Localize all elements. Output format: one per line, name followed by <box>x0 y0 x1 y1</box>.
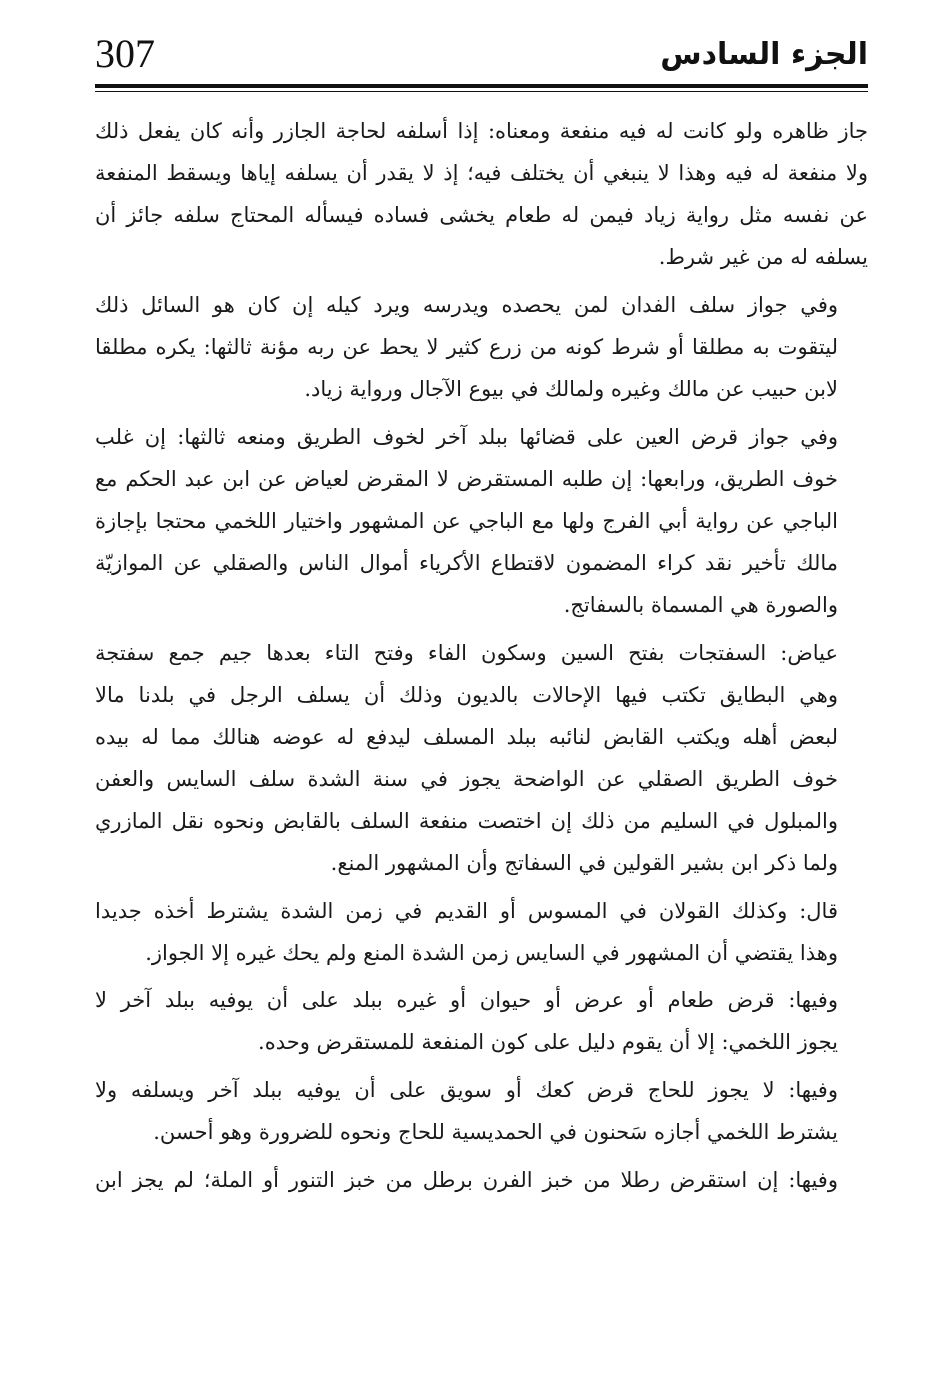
text-line: ولا منفعة له فيه وهذا لا ينبغي أن يختلف فيه؛ إذ لا يقدر أن يسلفه إياها ويسقط المنفعة <box>95 161 868 186</box>
text-line: لبعض أهله ويكتب القابض لنائبه ببلد المسلف ليدفع له عوضه هنالك مما له بيده <box>95 724 838 749</box>
text-line: والمبلول في السليم من ذلك إن اختصت منفعة السلف بالقابض ونحوه نقل المازري <box>95 809 838 833</box>
text-line: ليتقوت به مطلقا أو شرط كونه من زرع كثير لا يحط عن ربه مؤنة ثالثها: يكره مطلقا <box>95 334 838 359</box>
text-line: وفيها: لا يجوز للحاج قرض كعك أو سويق على أن يوفيه ببلد آخر ويسلفه ولا <box>95 1078 838 1103</box>
paragraph <box>95 890 868 974</box>
running-title: الجزء السادس <box>660 37 868 72</box>
page-number: 307 <box>95 31 155 76</box>
text-line: قال: وكذلك القولان في المسوس أو القديم في زمن الشدة يشترط أخذه جديدا <box>95 898 838 923</box>
text-line: يشترط اللخمي أجازه سَحنون في الحمديسية للحاج ونحوه للضرورة وهو أحسن. <box>153 1120 838 1145</box>
text-line: خوف الطريق، ورابعها: إن طلبه المستقرض لا المقرض لعياض عن ابن عبد الحكم مع <box>95 466 838 491</box>
text-line: عياض: السفتجات بفتح السين وسكون الفاء وفتح التاء بعدها جيم جمع سفتجة <box>95 640 838 665</box>
header-rule-thin <box>95 91 868 92</box>
text-line: يسلفه له من غير شرط. <box>658 245 868 270</box>
body-text <box>95 110 868 1380</box>
text-line: وفيها: إن استقرض رطلا من خبز الفرن برطل من خبز التنور أو الملة؛ لم يجز ابن <box>95 1167 838 1192</box>
text-line: خوف الطريق الصقلي عن الواضحة يجوز في سنة الشدة سلف السايس والعفن <box>95 766 838 791</box>
text-line: وفيها: قرض طعام أو عرض أو حيوان أو غيره ببلد على أن يوفيه ببلد آخر لا <box>95 988 838 1013</box>
text-line: والصورة هي المسماة بالسفاتج. <box>563 593 838 618</box>
paragraph <box>95 1159 868 1201</box>
page-header <box>95 30 868 80</box>
text-line: ولما ذكر ابن بشير القولين في السفاتج وأن المشهور المنع. <box>330 851 838 876</box>
paragraph <box>95 416 868 626</box>
paragraph <box>95 284 868 410</box>
text-line: يجوز اللخمي: إلا أن يقوم دليل على كون المنفعة للمستقرض وحده. <box>258 1030 838 1055</box>
text-line: وهذا يقتضي أن المشهور في السايس زمن الشدة المنع ولم يحك غيره إلا الجواز. <box>145 940 838 965</box>
text-line: وهي البطايق تكتب فيها الإحالات بالديون وذلك أن يسلف الرجل في بلدنا مالا <box>95 682 838 707</box>
paragraph <box>95 1069 868 1153</box>
paragraph <box>95 110 868 278</box>
header-rule-thick <box>95 84 868 88</box>
text-line: الباجي عن رواية أبي الفرج ولها مع الباجي عن المشهور واختيار اللخمي محتجا بإجازة <box>95 508 838 533</box>
text-line: لابن حبيب عن مالك وغيره ولمالك في بيوع الآجال ورواية زياد. <box>304 377 838 402</box>
text-line: وفي جواز سلف الفدان لمن يحصده ويدرسه ويرد كيله إن كان هو السائل ذلك <box>95 292 838 317</box>
text-line: وفي جواز قرض العين على قضائها ببلد آخر لخوف الطريق ومنعه ثالثها: إن غلب <box>95 424 838 449</box>
paragraph <box>95 979 868 1063</box>
paragraph <box>95 632 868 885</box>
text-line: جاز ظاهره ولو كانت له فيه منفعة ومعناه: إذا أسلفه لحاجة الجازر وأنه كان يفعل ذلك <box>95 119 868 143</box>
text-line: مالك تأخير نقد كراء المضمون لاقتطاع الأكرياء أموال الناس والصقلي عن الموازيّة <box>95 550 838 575</box>
text-line: عن نفسه مثل رواية زياد فيمن له طعام يخشى فساده فيسأله المحتاج سلفه جائز أن <box>95 203 868 228</box>
